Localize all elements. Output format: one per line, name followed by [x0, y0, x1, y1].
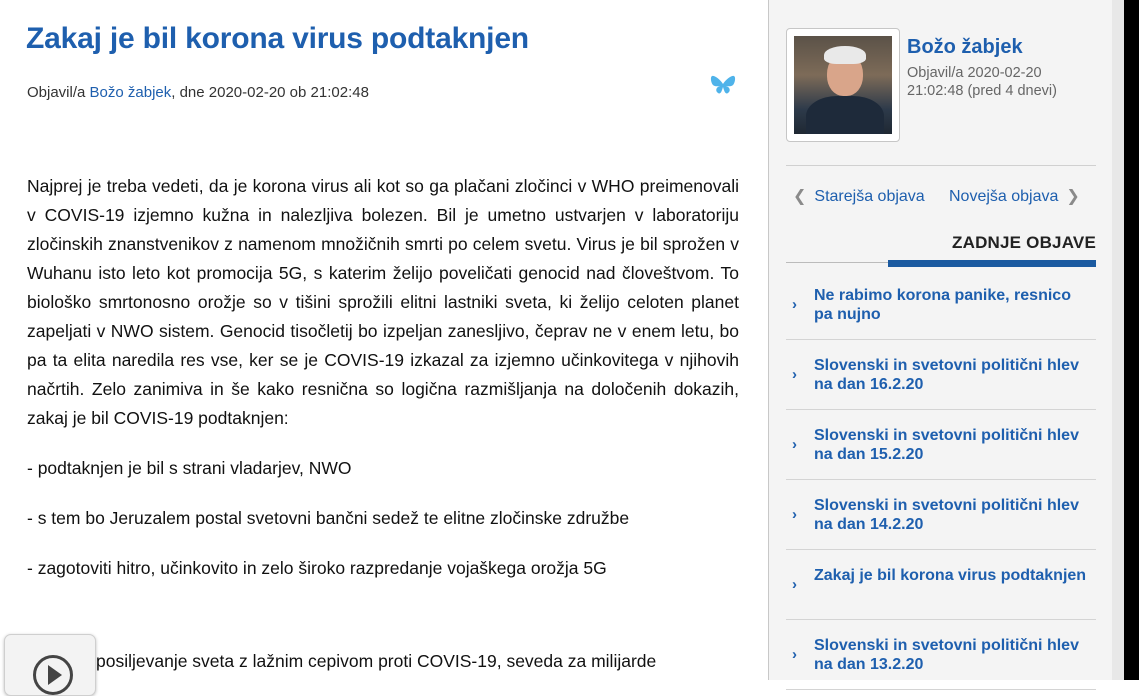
recent-post-link[interactable]: Ne rabimo korona panike, resnico pa nujno [814, 287, 1071, 323]
chevron-right-icon: › [792, 576, 797, 593]
newer-post-label: Novejša objava [949, 188, 1059, 205]
heading-accent-bar [888, 260, 1096, 267]
article-body [27, 172, 739, 583]
avatar-photo [794, 36, 892, 134]
chevron-right-icon: › [792, 646, 797, 663]
recent-posts-heading: ZADNJE OBJAVE [952, 233, 1096, 252]
author-avatar[interactable] [786, 28, 900, 142]
article-meta [27, 84, 369, 101]
older-post-link[interactable] [793, 186, 925, 206]
article-paragraph: Najprej je treba vedeti, da je korona virus ali kot so ga plačani zločinci v WHO preimenovali v COVIS-19 izjemno kužna in nalezljiva bolezen. Bil je umetno ustvarjen v laboratoriju zločinskih znanstvenikov z namenom množičnih smrti po celem svetu. Virus je bil sprožen v Wuhanu isto leto kot promocija 5G, s katerim želijo poveličati genocid nad človeštvom. To biološko smrtonosno orožje so v tišini sprožili elitni lastniki sveta, ki želijo celoten planet zapeljati v NWO sistem. Genocid tisočletij bo izpeljan zanesljivo, čeprav ne v enem letu, bo pa ta elita naredila res vse, ker se je COVIS-19 izkazal za izjemno učinkovitega v njihovih načrtih. Zelo zanimiva in še kako resnična so logična razmišljanja na določenih dokazih, zakaj je bil COVIS-19 podtaknjen: [27, 176, 739, 428]
list-item[interactable] [786, 340, 1096, 410]
chevron-right-icon: › [792, 436, 797, 453]
recent-post-link[interactable]: Slovenski in svetovni politični hlev na dan 16.2.20 [814, 357, 1079, 393]
butterfly-icon[interactable] [710, 74, 736, 96]
chevron-right-icon: ❯ [1066, 188, 1080, 205]
newer-post-link[interactable] [949, 186, 1080, 206]
list-item[interactable] [786, 550, 1096, 620]
recent-post-link[interactable]: Zakaj je bil korona virus podtaknjen [814, 567, 1087, 584]
chevron-right-icon: › [792, 366, 797, 383]
recent-post-link[interactable]: Slovenski in svetovni politični hlev na dan 13.2.20 [814, 637, 1079, 673]
chevron-left-icon: ❮ [793, 188, 807, 205]
list-item[interactable] [786, 270, 1096, 340]
chevron-right-icon: › [792, 296, 797, 313]
list-item[interactable] [786, 480, 1096, 550]
chevron-right-icon: › [792, 506, 797, 523]
media-player-widget[interactable] [4, 634, 96, 696]
article-title: Zakaj je bil korona virus podtaknjen [26, 22, 529, 55]
list-item[interactable] [786, 410, 1096, 480]
recent-post-link[interactable]: Slovenski in svetovni politični hlev na dan 15.2.20 [814, 427, 1079, 463]
older-post-label: Starejša objava [814, 188, 925, 205]
list-item: - zagotoviti hitro, učinkovito in zelo široko razpredanje vojaškega orožja 5G [27, 558, 607, 578]
recent-posts-list [786, 270, 1096, 690]
list-item: - podtaknjen je bil s strani vladarjev, NWO [27, 458, 352, 478]
play-icon[interactable] [33, 655, 73, 695]
sidebar-author-meta: Objavil/a 2020-02-20 21:02:48 (pred 4 dnevi) [907, 65, 1057, 99]
meta-prefix: Objavil/a [27, 84, 86, 101]
author-link[interactable]: Božo žabjek [89, 84, 172, 101]
window-edge [1124, 0, 1139, 680]
sidebar-author-name[interactable]: Božo žabjek [907, 36, 1023, 58]
list-item-partial: posiljevanje sveta z lažnim cepivom proti COVIS-19, seveda za milijarde [96, 651, 657, 671]
meta-date: , dne 2020-02-20 ob 21:02:48 [171, 84, 369, 101]
divider [786, 165, 1096, 166]
recent-post-link[interactable]: Slovenski in svetovni politični hlev na dan 14.2.20 [814, 497, 1079, 533]
list-item: - s tem bo Jeruzalem postal svetovni bančni sedež te elitne zločinske združbe [27, 508, 630, 528]
